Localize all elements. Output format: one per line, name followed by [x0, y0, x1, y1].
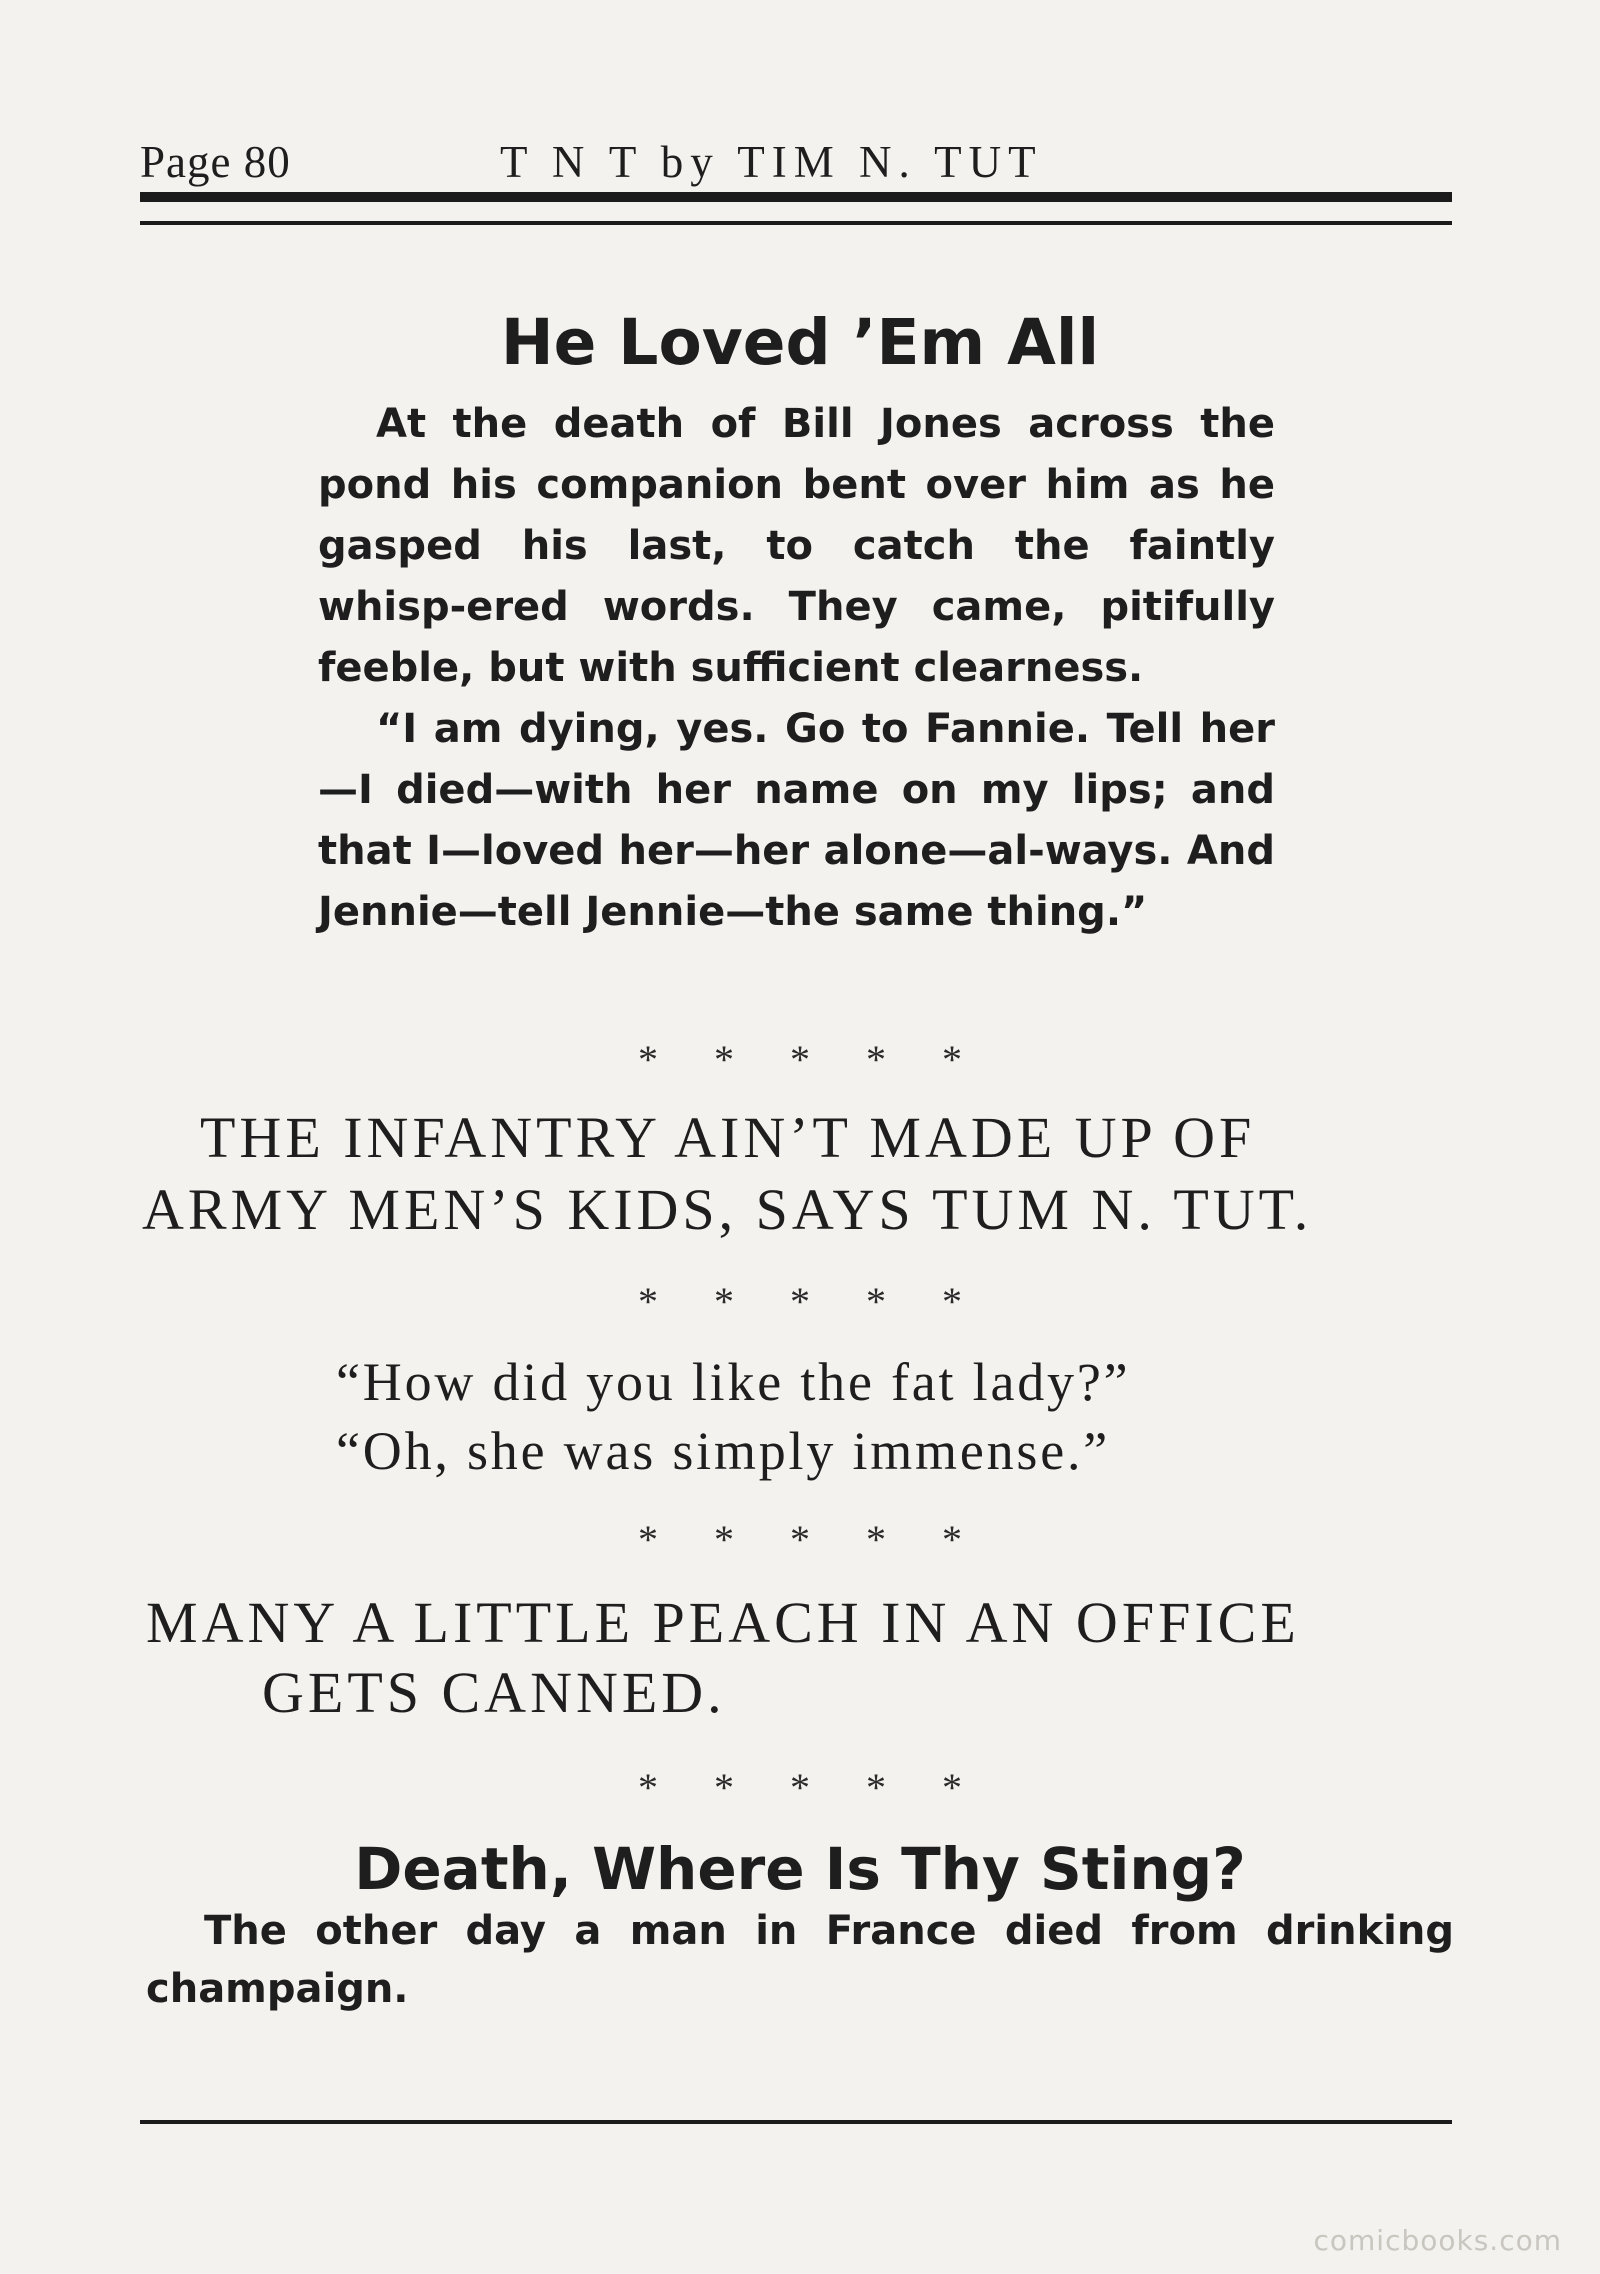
asterisk-separator: * * * * *	[638, 1765, 962, 1810]
story-paragraph: At the death of Bill Jones across the pond his companion bent over him as he gasped his last, to catch the faintly whisp-ered words. They came, pitifully feeble, but with sufficient clearness.	[318, 401, 1275, 691]
story-paragraph: “I am dying, yes. Go to Fannie. Tell her—I died—with her name on my lips; and that I—loved her—her alone—al-ways. And Jennie—tell Jennie—the same thing.”	[318, 706, 1275, 935]
dialogue-line: “How did you like the fat lady?”	[336, 1352, 1131, 1412]
joke-line: ARMY MEN’S KIDS, SAYS TUM N. TUT.	[142, 1177, 1313, 1242]
joke-line: MANY A LITTLE PEACH IN AN OFFICE	[146, 1590, 1300, 1655]
header-rule-thick	[140, 192, 1452, 202]
page-number: Page 80	[140, 137, 291, 187]
running-title: T N T by TIM N. TUT	[500, 137, 1043, 187]
header-rule-thin	[140, 221, 1452, 225]
asterisk-separator: * * * * *	[638, 1517, 962, 1562]
joke-line: THE INFANTRY AIN’T MADE UP OF	[200, 1105, 1256, 1170]
story-heading: Death, Where Is Thy Sting?	[354, 1835, 1246, 1903]
story-heading: He Loved ’Em All	[500, 306, 1100, 379]
watermark: comicbooks.com	[1313, 2224, 1562, 2257]
dialogue-line: “Oh, she was simply immense.”	[336, 1421, 1111, 1481]
story-paragraph: The other day a man in France died from drinking champaign.	[146, 1908, 1454, 2012]
joke-line: GETS CANNED.	[262, 1660, 726, 1725]
asterisk-separator: * * * * *	[638, 1279, 962, 1324]
story-body	[318, 394, 1275, 943]
asterisk-separator: * * * * *	[638, 1037, 962, 1082]
story-body	[146, 1902, 1454, 2018]
footer-rule	[140, 2120, 1452, 2124]
